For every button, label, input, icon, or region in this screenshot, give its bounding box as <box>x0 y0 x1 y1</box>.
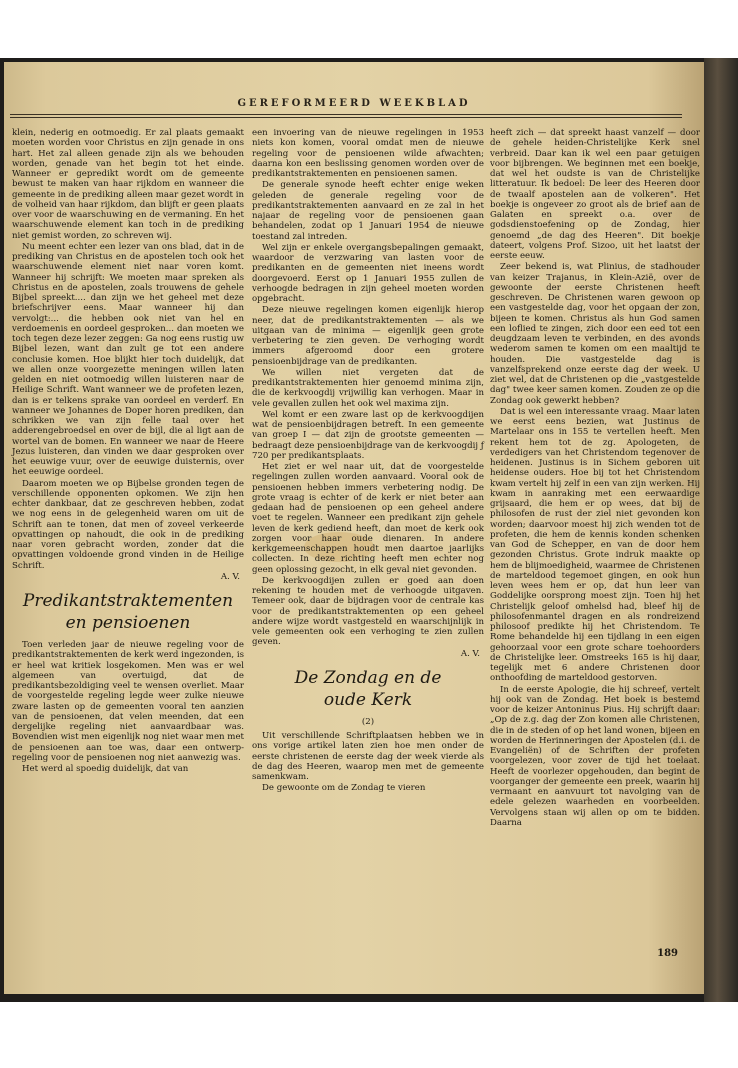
article-heading <box>12 590 244 634</box>
scanned-page <box>0 58 738 1002</box>
paragraph: De generale synode heeft echter enige weken geleden de generale regeling voor de predikantstraktementen aanvaard en ze zal in het najaar de regeling voor de pensioenen gaan behandelen, zodat op 1 Januari 1954 de nieuwe toestand zal intreden. <box>252 180 484 242</box>
author-signature: A. V. <box>220 571 240 582</box>
paragraph: Toen verleden jaar de nieuwe regeling voor de predikantstraktementen de kerk werd ingezonden, is er heel wat kritiek losgekomen. Men was er wel algemeen van overtuigd, dat de predikantsbezoldiging veel te wensen overliet. Maar de voorgestelde regeling legde weer zulke nieuwe zware lasten op de gemeenten vooral ten aanzien van de pensioenen, dat velen meenden, dat een dergelijke regeling niet aanvaardbaar was. Bovendien wist men eigenlijk nog niet waar men met de pensioenen aan toe was, daar een ontwerp-regeling voor de pensioenen nog niet aanwezig was. <box>12 640 244 763</box>
paragraph: Zeer bekend is, wat Plinius, de stadhouder van keizer Trajanus, in Klein-Azië, over de gewoonte der eerste Christenen heeft geschreven. De Christenen waren gewoon op een vastgestelde dag, voor het opgaan der zon, bijeen te komen. Christus als hun God samen een loflied te zingen, zich door een eed tot een deugdzaam leven te verbinden, en des avonds wederom samen te komen om een maaltijd te houden. Die vastgestelde dag is vanzelfsprekend onze eerste dag der week. U ziet wel, dat de Christenen op die „vastgestelde dag" twee keer samen komen. Zouden ze op die Zondag ook gewerkt hebben? <box>490 262 700 406</box>
paragraph: De kerkvoogdijen zullen er goed aan doen rekening te houden met de verhoogde uitgaven. Temeer ook, daar de bijdragen voor de centrale kas voor de predikantstraktementen op een geheel andere wijze wordt vastgesteld en waarschijnlijk in vele gemeenten ook een verhoging te zien zullen geven. <box>252 575 484 648</box>
paragraph: Wel zijn er enkele overgangsbepalingen gemaakt, waardoor de verzwaring van lasten voor de predikanten en de gemeenten niet ineens wordt doorgevoerd. Eerst op 1 Januari 1955 zullen de verhoogde bedragen in zijn geheel moeten worden opgebracht. <box>252 242 484 304</box>
paragraph: In de eerste Apologie, die hij schreef, vertelt hij ook van de Zondag. Het boek is bestemd voor de keizer Antoninus Pius. Hij schrijft daar: „Op de z.g. dag der Zon komen alle Christenen, die in de steden of op het land wonen, bijeen en worden de Herinneringen der Apostelen (d.i. de Evangeliën) of de Schriften der profeten voorgelezen, voor zover de tijd het toelaat. Heeft de voorlezer opgehouden, dan begint de voorganger der gemeente een preek, waarin hij vermaant en aanvuurt tot navolging van de edele gelezen waarheden en voorbeelden. Vervolgens staan wij allen op om te bidden. Daarna <box>490 684 700 828</box>
newspaper-page <box>4 62 704 994</box>
column-1 <box>12 128 244 775</box>
column-3 <box>490 128 700 829</box>
paragraph: Uit verschillende Schriftplaatsen hebben we in ons vorige artikel laten zien hoe men onder de eerste christenen de eerste dag der week vierde als de dag des Heeren, waarop men met de gemeente samenkwam. <box>252 731 484 782</box>
paragraph: Het werd al spoedig duidelijk, dat van <box>22 764 189 774</box>
column-2 <box>252 128 484 795</box>
paragraph: De gewoonte om de Zondag te vieren <box>262 783 426 794</box>
heading-line: Predikantstraktementen <box>22 591 234 611</box>
article-heading <box>252 667 484 711</box>
header-rule <box>10 114 682 115</box>
author-signature: A. V. <box>460 648 480 659</box>
paragraph: heeft zich — dat spreekt haast vanzelf — door de gehele heiden-Christelijke Kerk snel verbreid. Daar kan ik wel een paar getuigen voor bijbrengen. We beginnen met een boekje, dat wel het oudste is van de Christelijke litteratuur. Ik bedoel: De leer des Heeren door de twaalf apostelen aan de volkeren". Het boekje is ongeveer zo groot als de brief aan de Galaten en spreekt o.a. over de godsdienstoefening op de Zondag, hier genoemd „de dag des Heeren". Dit boekje dateert, volgens Prof. Sizoo, uit het laatst der eerste eeuw. <box>490 128 700 261</box>
paragraph: Dat is wel een interessante vraag. Maar laten we eerst eens bezien, wat Justinus de Martelaar ons in 155 te vertellen heeft. Men rekent hem tot de zg. Apologeten, de verdedigers van het Christendom tegenover de heidenen. Justinus is in Sichem geboren uit heidense ouders. Hoe bij tot het Christendom kwam vertelt hij zelf in een van zijn werken. Hij kwam in aanraking met een eerwaardige grijsaard, die hem er op wees, dat bij de philosofen de rust der ziel niet gevonden kon worden; daarvoor moest hij zich wenden tot de profeten, die hem de kennis konden schenken van God de Schepper, en van de door hem gezonden Christus. Grote indruk maakte op hem de blijmoedigheid, waarmee de Christenen de marteldood tegemoet gingen, en ook hun leven wees hem er op, dat hun leer van Goddelijke oorsprong moest zijn. Toen hij het Christelijk geloof omhelsd had, bleef hij de philosofenmantel dragen en als rondreizend philosoof predikte hij het Christendom. Te Rome behandelde hij een tijdlang in een eigen gehoorzaal voor een grote schare toehoorders de Christelijke leer. Omstreeks 165 is hij daar, tegelijk met 6 andere Christenen door onthoofding de marteldood gestorven. <box>490 406 700 684</box>
page-number: 189 <box>657 948 678 959</box>
paragraph: klein, nederig en ootmoedig. Er zal plaats gemaakt moeten worden voor Christus en zijn genade in ons hart. Het zal alleen genade zijn als we behouden worden, genade van het begin tot het einde. Wanneer er gepredikt wordt om de gemeente bewust te maken van haar rijkdom en wanneer die gemeente in de prediking alleen maar gezet wordt in de volheid van haar rijkdom, dan blijft er geen plaats over voor de waarschuwing en de vermaning. En het waarschuwende element kan toch in de prediking niet gemist worden, zo schreven wij. <box>12 128 245 241</box>
paragraph: een invoering van de nieuwe regelingen in 1953 niets kon komen, vooral omdat men de nieuwe regeling voor de pensioenen wilde afwachten; daarna kon een beslissing genomen worden over de predikantstraktementen en pensioenen samen. <box>252 128 484 179</box>
header-rule <box>10 117 682 118</box>
paragraph: Deze nieuwe regelingen komen eigenlijk hierop neer, dat de predikantstraktementen — als we uitgaan van de minima — eigenlijk geen grote verbetering te zien geven. De verhoging wordt immers afgeroomd door een grotere pensioenbijdrage van de predikanten. <box>252 305 484 367</box>
paragraph: Wel komt er een zware last op de kerkvoogdijen wat de pensioenbijdragen betreft. In een gemeente van groep I — dat zijn de grootste gemeenten — bedraagt deze pensioenbijdrage van de kerkvoogdij ƒ 720 per predikantsplaats. <box>252 409 484 461</box>
binding-gutter <box>704 58 738 1002</box>
paragraph: We willen niet vergeten dat de predikantstraktementen hier genoemd minima zijn, die de kerkvoogdij vrijwillig kan verhogen. Maar in vele gevallen zullen het ook wel maxima zijn. <box>252 367 484 409</box>
heading-line: en pensioenen <box>65 613 191 633</box>
part-number: (2) <box>361 716 375 727</box>
paragraph: Nu meent echter een lezer van ons blad, dat in de prediking van Christus en de apostelen toch ook het waarschuwende element niet naar voren komt. Wanneer hij schrijft: We moeten maar spreken als Christus en de apostelen, zoals trouwens de gehele Bijbel spreekt.... dan zijn we het geheel met deze briefschrijver eens. Maar wanneer hij dan vervolgt:... die hebben ook niet van hel en verdoemenis en oordeel gesproken... dan moeten we toch tegen deze lezer zeggen: Ga nog eens rustig uw Bijbel lezen, want dan zult ge tot een andere conclusie komen. Hoe blijkt hier toch duidelijk, dat we allen onze voorgezette meningen willen laten gelden en niet ootmoedig willen luisteren naar de Heilige Schrift. Want wanneer we de profeten lezen, dan is er telkens sprake van oordeel en verderf. En wanneer we Johannes de Doper horen prediken, dan schrikken we van zijn felle taal over het adderengebroedsel en over de bijl, die al ligt aan de wortel van de bomen. En wanneer we naar de Heere Jezus luisteren, dan vinden we daar gesproken over het eeuwige vuur, over de eeuwige duisternis, over het eeuwige oordeel. <box>12 241 244 478</box>
heading-line: oude Kerk <box>323 689 413 710</box>
heading-line: De Zondag en de <box>294 667 442 688</box>
paragraph: Daarom moeten we op Bijbelse gronden tegen de verschillende opponenten opkomen. We zijn hen echter dankbaar, dat ze geschreven hebben, zodat we nog eens in de gelegenheid waren om uit de Schrift aan te tonen, dat men of zoveel verkeerde opvattingen op nahoudt, die ook in de prediking naar voren gebracht worden, zonder dat die opvattingen voldoende grond vinden in de Heilige Schrift. <box>12 478 244 571</box>
paragraph: Het ziet er wel naar uit, dat de voorgestelde regelingen zullen worden aanvaard. Vooral ook de pensioenen hebben immers verbetering nodig. De grote vraag is echter of de kerk er niet beter aan gedaan had de pensioenen op een geheel andere voet te regelen. Wanneer een predikant zijn gehele leven de kerk gediend heeft, dan moet de kerk ook zorgen voor haar oude dienaren. In andere kerkgemeenschappen houdt men daartoe jaarlijks collecten. In deze richting heeft men echter nog geen oplossing gezocht, in elk geval niet gevonden. <box>252 462 484 575</box>
running-head: GEREFORMEERD WEEKBLAD <box>237 98 471 109</box>
